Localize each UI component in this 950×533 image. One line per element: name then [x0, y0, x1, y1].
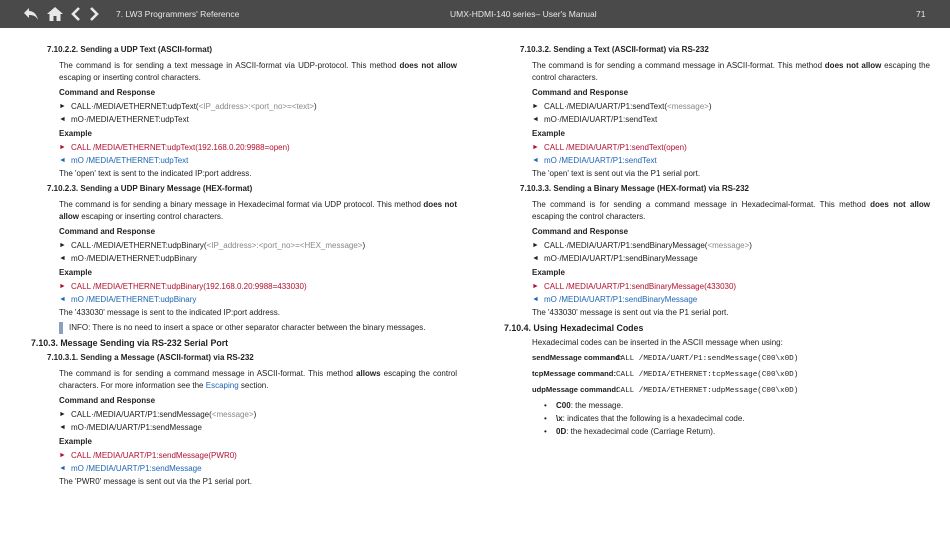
example-response: ◄ mO /MEDIA/ETHERNET:udpBinary	[59, 295, 197, 304]
section-heading: 7.10.4. Using Hexadecimal Codes	[504, 323, 644, 333]
bullet-item: • 0D: the hexadecimal code (Carriage Return).	[544, 427, 716, 436]
right-column	[504, 44, 931, 439]
bullet-item: • \x: indicates that the following is a hexadecimal code.	[544, 414, 745, 423]
info-box: INFO: There is no need to insert a space or other separator character between the binary messages.	[59, 322, 457, 334]
example-command: ► CALL /MEDIA/UART/P1:sendBinaryMessage(433030)	[532, 282, 737, 291]
response-line: ◄ mO·/MEDIA/ETHERNET:udpBinary	[59, 254, 197, 263]
section-heading: 7.10.2.3. Sending a UDP Binary Message (HEX-format)	[47, 184, 253, 193]
hex-example-row: udpMessage command:CALL /MEDIA/ETHERNET:udpMessage(C00\x0D)	[532, 385, 799, 395]
previous-page-icon[interactable]	[70, 5, 82, 23]
back-icon[interactable]	[22, 5, 40, 23]
page-number: 71	[916, 9, 926, 19]
section-description: The command is for sending a command message in Hexadecimal-format. This method does not allow escaping the control characters.	[532, 200, 931, 221]
command-line: ► CALL·/MEDIA/UART/P1:sendText(<message>)	[532, 102, 712, 111]
response-line: ◄ mO·/MEDIA/UART/P1:sendText	[532, 115, 658, 124]
example-command: ► CALL /MEDIA/ETHERNET:udpText(192.168.0.20:9988=open)	[59, 143, 290, 152]
example-label: Example	[532, 268, 565, 277]
command-response-label: Command and Response	[59, 396, 156, 405]
example-note: The 'open' text is sent to the indicated IP:port address.	[59, 169, 252, 178]
example-command: ► CALL /MEDIA/UART/P1:sendMessage(PWR0)	[59, 451, 237, 460]
left-column	[31, 44, 457, 491]
example-note: The '433030' message is sent to the indicated IP:port address.	[59, 308, 280, 317]
response-line: ◄ mO·/MEDIA/UART/P1:sendBinaryMessage	[532, 254, 698, 263]
command-line: ► CALL·/MEDIA/UART/P1:sendBinaryMessage(<message>)	[532, 241, 752, 250]
section-description: Hexadecimal codes can be inserted in the ASCII message when using:	[532, 338, 783, 347]
response-line: ◄ mO·/MEDIA/ETHERNET:udpText	[59, 115, 189, 124]
bullet-item: • C00: the message.	[544, 401, 624, 410]
chapter-title: 7. LW3 Programmers' Reference	[116, 9, 240, 19]
manual-title: UMX-HDMI-140 series– User's Manual	[450, 9, 597, 19]
example-response: ◄ mO /MEDIA/UART/P1:sendBinaryMessage	[532, 295, 698, 304]
top-bar	[0, 0, 950, 28]
section-heading: 7.10.2.2. Sending a UDP Text (ASCII-format)	[47, 45, 213, 54]
example-label: Example	[532, 129, 565, 138]
command-line: ► CALL·/MEDIA/ETHERNET:udpText(<IP_address>:<port_no>=<text>)	[59, 102, 317, 111]
example-label: Example	[59, 268, 92, 277]
section-heading: 7.10.3. Message Sending via RS-232 Serial Port	[31, 338, 229, 348]
escaping-link[interactable]: Escaping	[205, 381, 239, 390]
command-response-label: Command and Response	[532, 227, 629, 236]
section-heading: 7.10.3.3. Sending a Binary Message (HEX-format) via RS-232	[520, 184, 749, 193]
example-response: ◄ mO /MEDIA/UART/P1:sendMessage	[59, 464, 202, 473]
example-note: The '433030' message is sent out via the P1 serial port.	[532, 308, 729, 317]
example-command: ► CALL /MEDIA/UART/P1:sendText(open)	[532, 143, 687, 152]
example-note: The 'PWR0' message is sent out via the P1 serial port.	[59, 477, 252, 486]
home-icon[interactable]	[46, 5, 64, 23]
response-line: ◄ mO·/MEDIA/UART/P1:sendMessage	[59, 423, 203, 432]
example-command: ► CALL /MEDIA/ETHERNET:udpBinary(192.168.0.20:9988=433030)	[59, 282, 307, 291]
nav-icons	[22, 5, 100, 23]
section-heading: 7.10.3.1. Sending a Message (ASCII-format) via RS-232	[47, 353, 254, 362]
example-label: Example	[59, 129, 92, 138]
command-response-label: Command and Response	[532, 88, 629, 97]
command-response-label: Command and Response	[59, 88, 156, 97]
example-label: Example	[59, 437, 92, 446]
hex-example-row: sendMessage command:CALL /MEDIA/UART/P1:sendMessage(C00\x0D)	[532, 353, 799, 363]
section-heading: 7.10.3.2. Sending a Text (ASCII-format) via RS-232	[520, 45, 709, 54]
section-description: The command is for sending a command message in ASCII-format. This method does not allow escaping the control characters.	[532, 61, 931, 82]
command-line: ► CALL·/MEDIA/UART/P1:sendMessage(<message>)	[59, 410, 257, 419]
command-line: ► CALL·/MEDIA/ETHERNET:udpBinary(<IP_address>:<port_no>=<HEX_message>)	[59, 241, 366, 250]
example-note: The 'open' text is sent out via the P1 serial port.	[532, 169, 701, 178]
section-description: The command is for sending a command message in ASCII-format. This method allows escaping the control characters. For more information see the Escaping section.	[59, 369, 457, 390]
hex-example-row: tcpMessage command:CALL /MEDIA/ETHERNET:tcpMessage(C00\x0D)	[532, 369, 799, 379]
section-description: The command is for sending a binary message in Hexadecimal format via UDP protocol. This method does not allow escaping or inserting control characters.	[59, 200, 457, 221]
example-response: ◄ mO /MEDIA/UART/P1:sendText	[532, 156, 657, 165]
command-response-label: Command and Response	[59, 227, 156, 236]
example-response: ◄ mO /MEDIA/ETHERNET:udpText	[59, 156, 189, 165]
next-page-icon[interactable]	[88, 5, 100, 23]
section-description: The command is for sending a text message in ASCII-format via UDP-protocol. This method does not allow escaping or inserting control characters.	[59, 61, 457, 82]
